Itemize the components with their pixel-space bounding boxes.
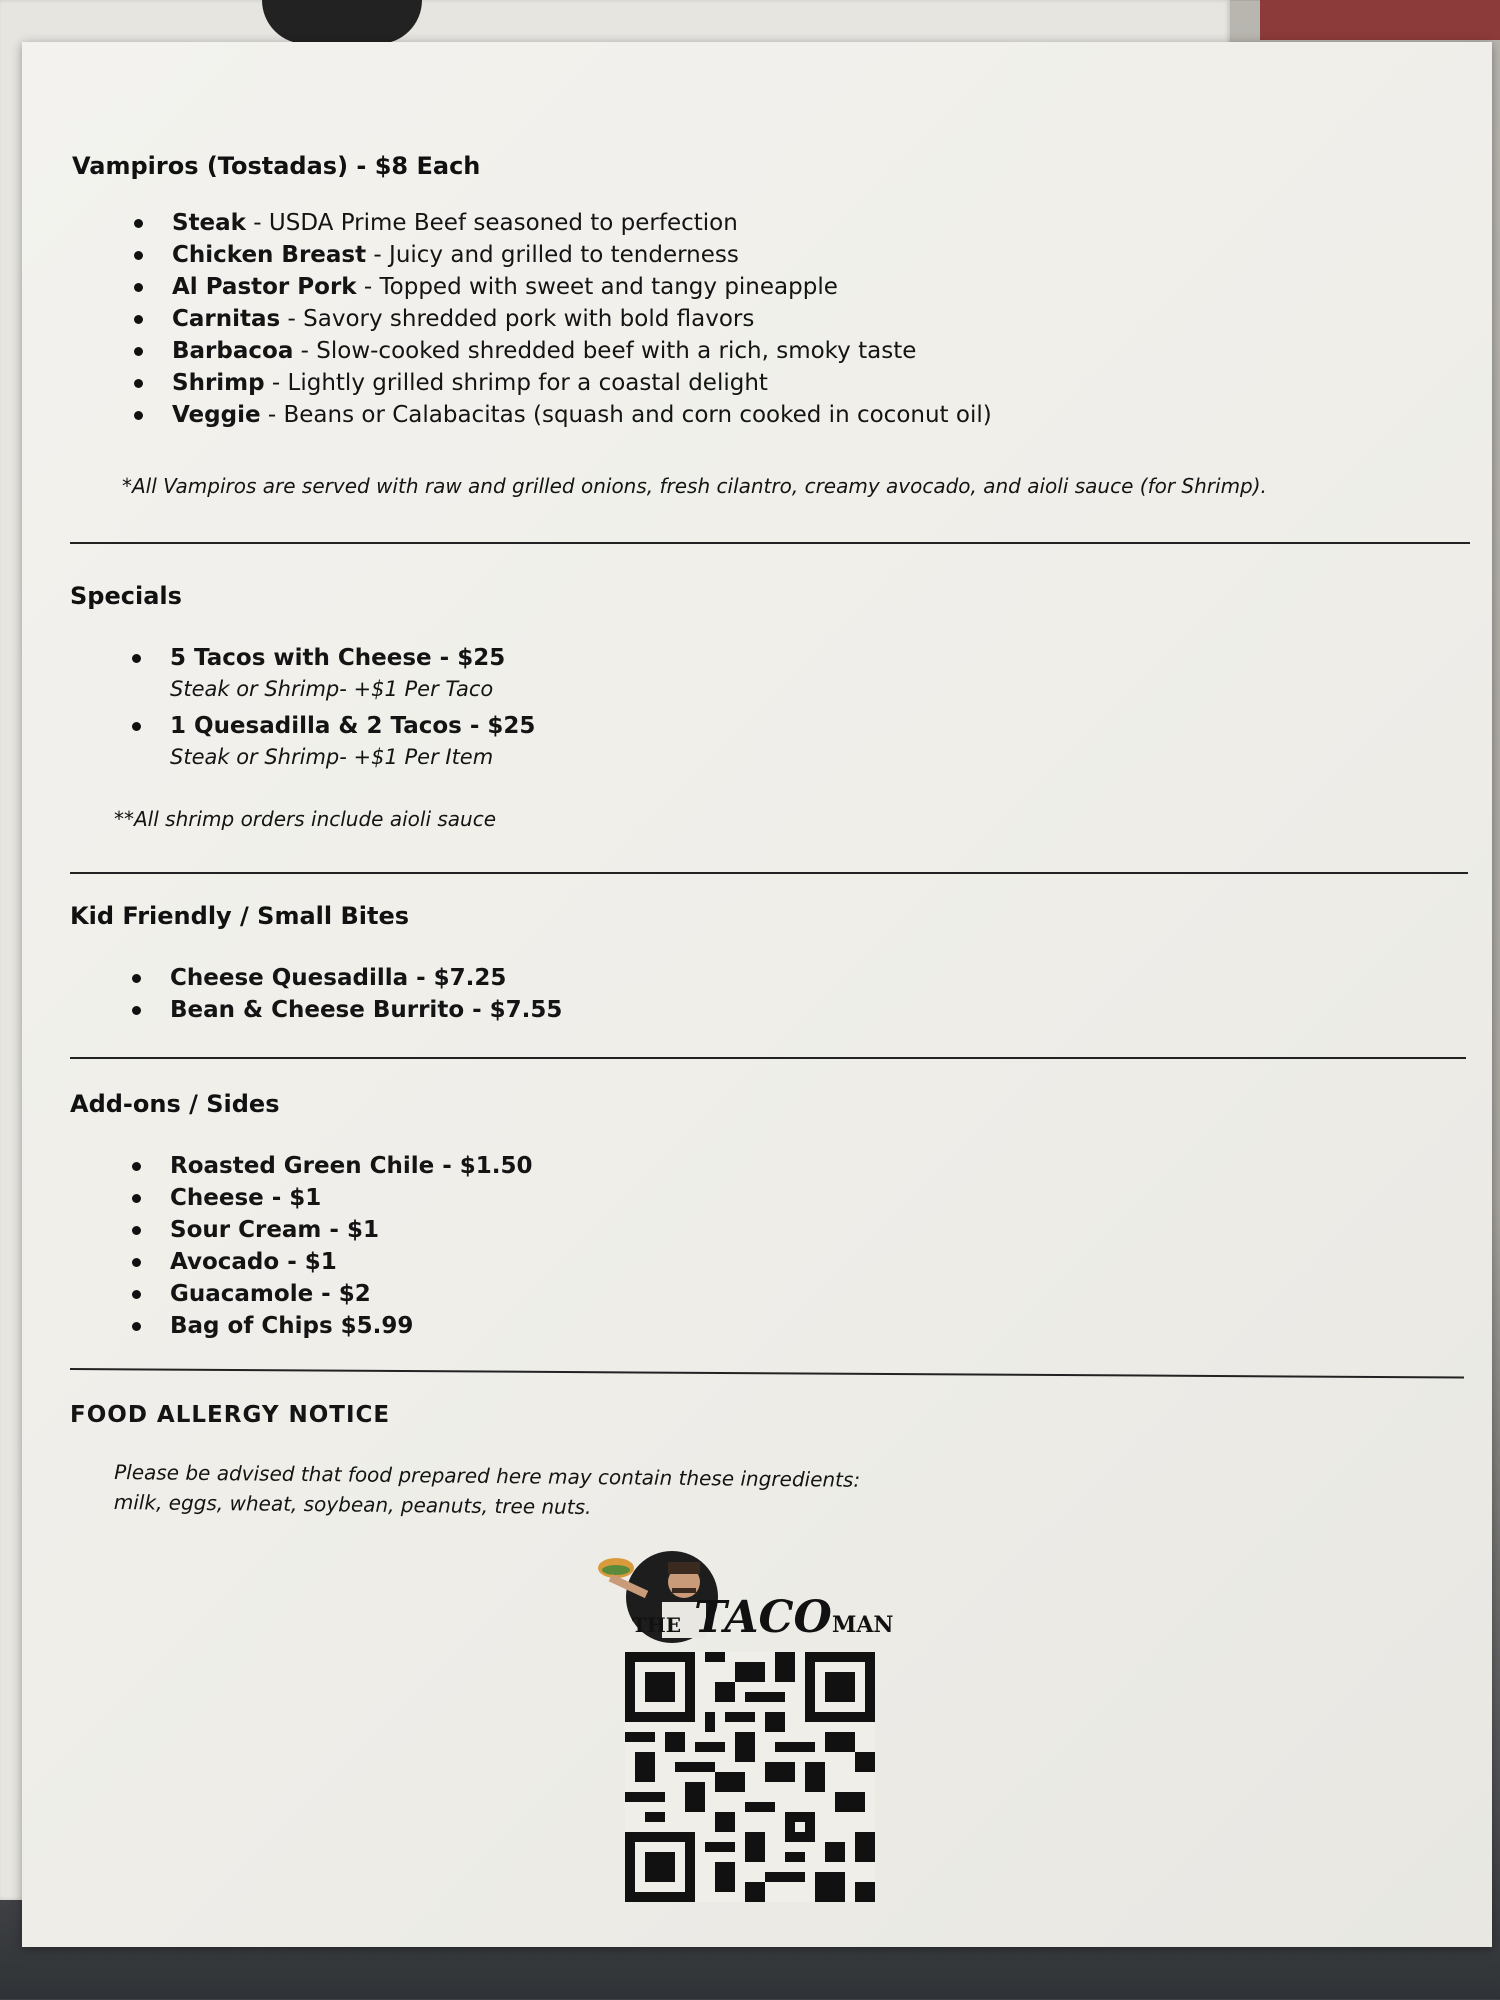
item-name: Steak — [172, 210, 246, 236]
item-sub: Steak or Shrimp- +$1 Per Taco — [170, 677, 494, 701]
allergy-text — [114, 1457, 1015, 1526]
item-desc: - Savory shredded pork with bold flavors — [280, 306, 755, 332]
background-red-surface — [1260, 0, 1500, 40]
divider — [70, 1057, 1466, 1059]
item-name: Shrimp — [172, 370, 265, 396]
taco-man-logo-icon — [592, 1542, 912, 1662]
item-desc: - USDA Prime Beef seasoned to perfection — [245, 210, 738, 236]
item-name: 1 Quesadilla & 2 Tacos - $25 — [170, 713, 536, 739]
svg-text:TACO: TACO — [694, 1592, 832, 1643]
qr-code[interactable] — [625, 1652, 875, 1902]
taco-man-logo — [592, 1542, 912, 1662]
item-name: Bean & Cheese Burrito - $7.55 — [170, 997, 563, 1023]
item-desc: - Topped with sweet and tangy pineapple — [356, 274, 838, 300]
item-name: Sour Cream - $1 — [170, 1217, 379, 1243]
list-item — [110, 642, 1010, 704]
list-item — [110, 710, 1010, 772]
addons-title: Add-ons / Sides — [70, 1090, 280, 1118]
allergy-line-1: Please be advised that food prepared here may contain these ingredients: — [114, 1460, 861, 1492]
list-item — [112, 335, 1412, 367]
item-name: Guacamole - $2 — [170, 1281, 371, 1307]
item-name: Avocado - $1 — [170, 1249, 337, 1275]
item-name: 5 Tacos with Cheese - $25 — [170, 645, 506, 671]
item-name: Bag of Chips $5.99 — [170, 1313, 414, 1339]
vampiros-title: Vampiros (Tostadas) - $8 Each — [72, 152, 481, 180]
list-item — [110, 1278, 1010, 1310]
divider — [70, 1368, 1464, 1379]
list-item — [110, 1310, 1010, 1342]
specials-title: Specials — [70, 582, 182, 610]
item-name: Al Pastor Pork — [172, 274, 357, 300]
item-name: Chicken Breast — [172, 242, 367, 268]
qr-code-icon — [625, 1652, 875, 1902]
item-desc: - Slow-cooked shredded beef with a rich, smoky taste — [293, 338, 917, 364]
list-item — [110, 1150, 1010, 1182]
list-item — [112, 367, 1412, 399]
item-name: Cheese - $1 — [170, 1185, 322, 1211]
item-name: Carnitas — [172, 306, 281, 332]
specials-list — [110, 642, 1010, 772]
list-item — [110, 1214, 1010, 1246]
list-item — [112, 239, 1412, 271]
item-desc: - Lightly grilled shrimp for a coastal delight — [264, 370, 768, 396]
allergy-line-2: milk, eggs, wheat, soybean, peanuts, tree nuts. — [113, 1489, 592, 1519]
svg-text:MAN: MAN — [832, 1612, 894, 1638]
vampiros-list — [112, 207, 1412, 431]
list-item — [112, 303, 1412, 335]
divider — [70, 542, 1470, 544]
allergy-title: FOOD ALLERGY NOTICE — [70, 1402, 391, 1428]
vampiros-note: *All Vampiros are served with raw and grilled onions, fresh cilantro, creamy avocado, and aioli sauce (for Shrimp). — [122, 474, 1267, 498]
item-desc: - Beans or Calabacitas (squash and corn cooked in coconut oil) — [260, 402, 992, 428]
item-desc: - Juicy and grilled to tenderness — [366, 242, 739, 268]
item-name: Cheese Quesadilla - $7.25 — [170, 965, 507, 991]
list-item — [112, 271, 1412, 303]
list-item — [110, 1246, 1010, 1278]
list-item — [110, 962, 1010, 994]
specials-note: **All shrimp orders include aioli sauce — [114, 807, 497, 831]
kids-title: Kid Friendly / Small Bites — [70, 902, 410, 930]
list-item — [112, 207, 1412, 239]
kids-list — [110, 962, 1010, 1026]
item-name: Roasted Green Chile - $1.50 — [170, 1153, 533, 1179]
list-item — [110, 994, 1010, 1026]
addons-list — [110, 1150, 1010, 1342]
list-item — [110, 1182, 1010, 1214]
item-sub: Steak or Shrimp- +$1 Per Item — [170, 745, 494, 769]
menu-sheet — [22, 42, 1492, 1947]
list-item — [112, 399, 1412, 431]
item-name: Barbacoa — [172, 338, 294, 364]
divider — [70, 872, 1468, 874]
svg-text:THE: THE — [632, 1613, 682, 1637]
back-page-logo-peek — [262, 0, 422, 44]
item-name: Veggie — [172, 402, 261, 428]
